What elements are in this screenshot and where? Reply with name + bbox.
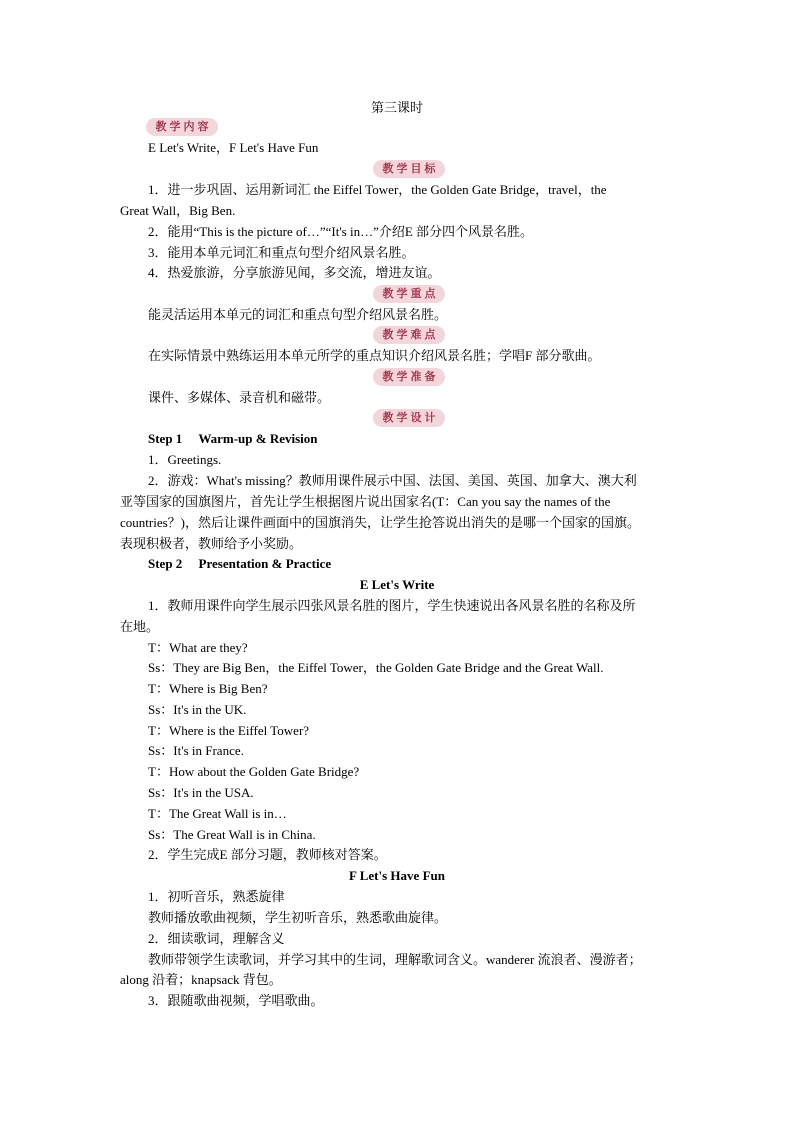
objective-line: 2．能用“This is the picture of…”“It's in…”介绍E 部分四个风景名胜。	[148, 224, 534, 239]
objective-line: 1．进一步巩固、运用新词汇 the Eiffel Tower，the Golden Gate Bridge，travel，the	[148, 182, 607, 197]
dialogue-line: T：The Great Wall is in…	[148, 806, 287, 821]
section-badge-key-points: 教学重点	[373, 285, 445, 303]
dialogue-line: Ss：It's in the UK.	[148, 702, 247, 717]
step2-line: 教师播放歌曲视频，学生初听音乐，熟悉歌曲旋律。	[148, 910, 448, 925]
dialogue-line: T：How about the Golden Gate Bridge?	[148, 764, 360, 779]
dialogue-line: Ss：The Great Wall is in China.	[148, 827, 316, 842]
step1-heading: Step 1 Warm-up & Revision	[148, 431, 318, 446]
page-title: 第三课时	[370, 100, 423, 115]
step2-line: 2．学生完成E 部分习题，教师核对答案。	[148, 847, 387, 862]
step2-line: 3．跟随歌曲视频，学唱歌曲。	[148, 993, 324, 1008]
step2-line: 教师带领学生读歌词，并学习其中的生词，理解歌词含义。wanderer 流浪者、漫游者；	[148, 952, 642, 967]
preparation-text: 课件、多媒体、录音机和磁带。	[148, 390, 331, 405]
section-badge-content: 教学内容	[146, 118, 218, 136]
dialogue-line: T：What are they?	[148, 640, 248, 655]
dialogue-line: Ss：It's in France.	[148, 743, 244, 758]
section-badge-design: 教学设计	[373, 409, 445, 427]
dialogue-line: T：Where is Big Ben?	[148, 681, 268, 696]
step2-line: along 沿着；knapsack 背包。	[120, 972, 282, 987]
step1-line: 1．Greetings.	[148, 452, 222, 467]
section-badge-preparation: 教学准备	[373, 368, 445, 386]
section-badge-objectives: 教学目标	[373, 160, 445, 178]
objective-line: Great Wall，Big Ben.	[120, 203, 236, 218]
section-title-f: F Let's Have Fun	[349, 868, 445, 883]
dialogue-line: Ss：It's in the USA.	[148, 785, 254, 800]
section-title-e: E Let's Write	[359, 577, 435, 592]
step2-line: 1．初听音乐，熟悉旋律	[148, 889, 285, 904]
step2-line: 2．细读歌词，理解含义	[148, 931, 285, 946]
step1-line: 表现积极者，教师给予小奖励。	[120, 536, 303, 551]
step1-line: 2．游戏：What's missing？教师用课件展示中国、法国、美国、英国、加拿大、澳大利	[148, 473, 637, 488]
content-line: E Let's Write，F Let's Have Fun	[148, 140, 319, 155]
dialogue-line: Ss：They are Big Ben，the Eiffel Tower，the Golden Gate Bridge and the Great Wall.	[148, 660, 604, 675]
step2-line: 在地。	[120, 619, 160, 634]
step2-heading: Step 2 Presentation & Practice	[148, 556, 332, 571]
objective-line: 3．能用本单元词汇和重点句型介绍风景名胜。	[148, 245, 415, 260]
step1-line: 亚等国家的国旗图片，首先让学生根据图片说出国家名(T：Can you say the names of the	[120, 494, 611, 509]
section-badge-difficulties: 教学难点	[373, 326, 445, 344]
key-point-text: 能灵活运用本单元的词汇和重点句型介绍风景名胜。	[148, 307, 448, 322]
dialogue-line: T：Where is the Eiffel Tower?	[148, 723, 310, 738]
step2-line: 1．教师用课件向学生展示四张风景名胜的图片，学生快速说出各风景名胜的名称及所	[148, 598, 636, 613]
difficulty-text: 在实际情景中熟练运用本单元所学的重点知识介绍风景名胜；学唱F 部分歌曲。	[148, 348, 601, 363]
objective-line: 4．热爱旅游，分享旅游见闻，多交流，增进友谊。	[148, 265, 441, 280]
step1-line: countries？)，然后让课件画面中的国旗消失，让学生抢答说出消失的是哪一个国家的国旗。	[120, 515, 640, 530]
